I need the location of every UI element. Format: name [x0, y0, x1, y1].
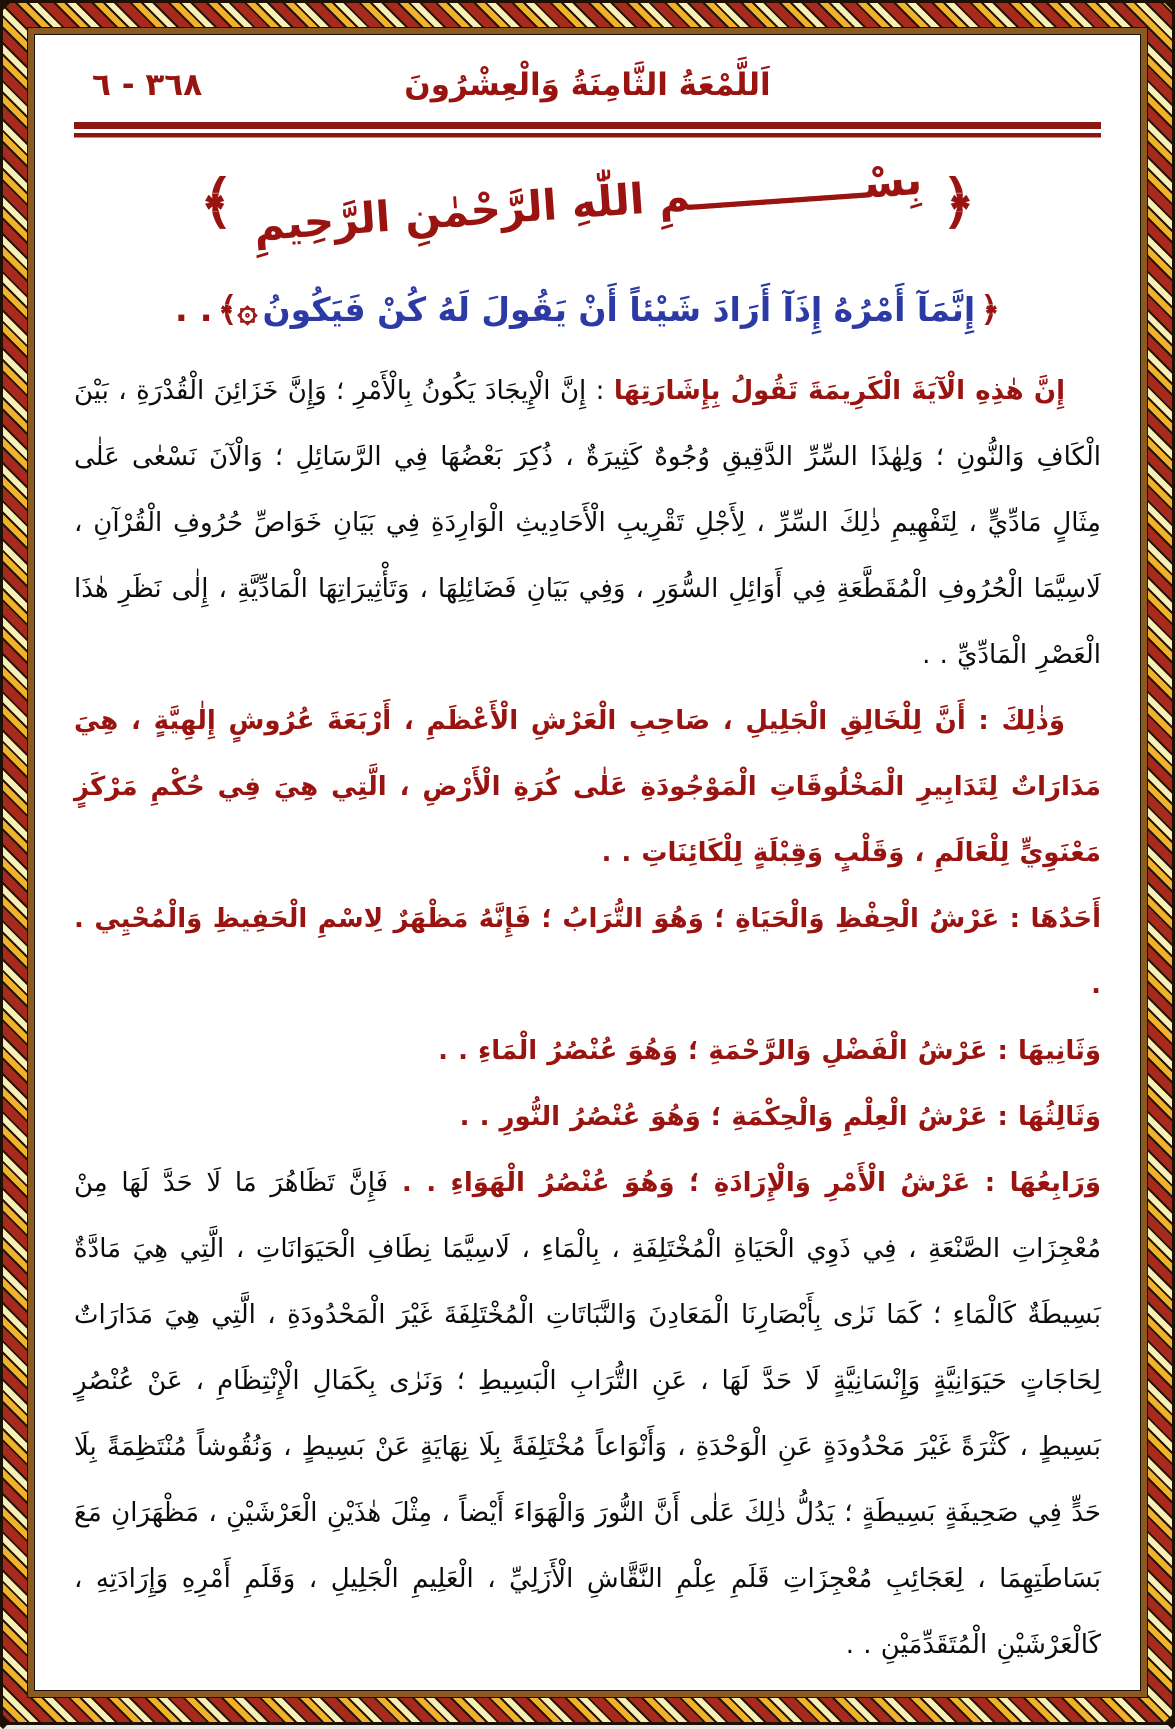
verse-rosette-close-icon: ۞﴾	[217, 290, 258, 330]
paragraph	[74, 358, 1101, 688]
text-segment-black: : إِنَّ الْإِيجَادَ يَكُونُ بِالْأَمْرِ ؛ وَإِنَّ خَزَائِنَ الْقُدْرَةِ ، بَيْنَ الْكَافِ وَالنُّونِ ؛ وَلِهٰذَا السِّرِّ الدَّقِيقِ وُجُوهٌ كَثِيرَةٌ ، ذُكِرَ بَعْضُهَا فِي الرَّسَائِلِ ؛ وَالْآنَ نَسْعٰى عَلٰى مِثَالٍ مَادِّيٍّ ، لِتَفْهِيمِ ذٰلِكَ السِّرِّ ، لِأَجْلِ تَقْرِيبِ الْأَحَادِيثِ الْوَارِدَةِ فِي بَيَانِ خَوَاصِّ حُرُوفِ الْقُرْآنِ ، لَاسِيَّمَا الْحُرُوفِ الْمُقَطَّعَةِ فِي أَوَائِلِ السُّوَرِ ، وَفِي بَيَانِ فَضَائِلِهَا ، وَتَأْثِيرَاتِهَا الْمَادِّيَّةِ ، إِلٰى نَظَرِ هٰذَا الْعَصْرِ الْمَادِّيِّ . .	[74, 376, 1101, 670]
text-segment-red: أَحَدُهَا : عَرْشُ الْحِفْظِ وَالْحَيَاةِ ؛ وَهُوَ التُّرَابُ ؛ فَإِنَّهُ مَظْهَرٌ لِاسْمِ الْحَفِيظِ وَالْمُحْيِي . .	[74, 904, 1101, 1000]
text-segment-red: إِنَّ هٰذِهِ الْآيَةَ الْكَرِيمَةَ تَقُولُ بِإِشَارَتِهَا	[613, 376, 1065, 406]
text-segment-red: وَثَالِثُهَا : عَرْشُ الْعِلْمِ وَالْحِكْمَةِ ؛ وَهُوَ عُنْصُرُ النُّورِ . .	[459, 1102, 1101, 1132]
verse-bracket-open-icon: ﴿	[980, 290, 1001, 330]
paragraph	[74, 1084, 1101, 1150]
page-sheet	[28, 28, 1147, 1697]
quran-verse	[74, 282, 1101, 344]
basmala	[74, 154, 1101, 278]
divider-rule-thick	[74, 122, 1101, 129]
page-title: اَللَّمْعَةُ الثَّامِنَةُ وَالْعِشْرُونَ	[404, 67, 771, 103]
text-segment-red: وَذٰلِكَ : أَنَّ لِلْخَالِقِ الْجَلِيلِ ، صَاحِبِ الْعَرْشِ الْأَعْظَمِ ، أَرْبَعَةَ عُرُوشٍ إِلٰهِيَّةٍ ، هِيَ مَدَارَاتٌ لِتَدَابِيرِ الْمَخْلُوقَاتِ الْمَوْجُودَةِ عَلٰى كُرَةِ الْأَرْضِ ، الَّتِي هِيَ فِي حُكْمِ مَرْكَزٍ مَعْنَوِيٍّ لِلْعَالَمِ ، وَقَلْبٍ وَقِبْلَةٍ لِلْكَائِنَاتِ . .	[74, 706, 1101, 868]
paragraph	[74, 1018, 1101, 1084]
paragraph	[74, 1150, 1101, 1678]
body-text	[74, 358, 1101, 1678]
text-segment-red: وَثَانِيهَا : عَرْشُ الْفَضْلِ وَالرَّحْمَةِ ؛ وَهُوَ عُنْصُرُ الْمَاءِ . .	[438, 1036, 1101, 1066]
verse-trailing-dots: . .	[174, 290, 213, 330]
paragraph	[74, 886, 1101, 1018]
paragraph	[74, 688, 1101, 886]
ornamental-border	[3, 3, 1172, 1722]
divider-rule-thin	[74, 133, 1101, 138]
verse-text: إِنَّمَآ أَمْرُهُ إِذَآ أَرَادَ شَيْئاً أَنْ يَقُولَ لَهُ كُنْ فَيَكُونُ	[262, 290, 976, 329]
page-number: ٣٦٨ - ٦	[92, 67, 203, 103]
header-divider	[74, 122, 1101, 138]
basmala-text: بِسْــــــــــــمِ اللّٰهِ الرَّحْمٰنِ الرَّحِيمِ	[251, 154, 924, 250]
ornate-bracket-open-icon: ﴿	[941, 168, 976, 236]
text-segment-black: فَإِنَّ تَظَاهُرَ مَا لَا حَدَّ لَهَا مِنْ مُعْجِزَاتِ الصَّنْعَةِ ، فِي ذَوِي الْحَيَاةِ الْمُخْتَلِفَةِ ، بِالْمَاءِ ، لَاسِيَّمَا نِطَافِ الْحَيَوَانَاتِ ، الَّتِي هِيَ مَادَّةٌ بَسِيطَةٌ كَالْمَاءِ ؛ كَمَا نَرٰى بِأَبْصَارِنَا الْمَعَادِنَ وَالنَّبَاتَاتِ الْمُخْتَلِفَةَ غَيْرَ الْمَحْدُودَةِ ، الَّتِي هِيَ مَدَارَاتٌ لِحَاجَاتٍ حَيَوَانِيَّةٍ وَإِنْسَانِيَّةٍ لَا حَدَّ لَهَا ، عَنِ التُّرَابِ الْبَسِيطِ ؛ وَنَرٰى بِكَمَالِ الْإِنْتِظَامِ ، عَنْ عُنْصُرٍ بَسِيطٍ ، كَثْرَةً غَيْرَ مَحْدُودَةٍ عَنِ الْوَحْدَةِ ، وَأَنْوَاعاً مُخْتَلِفَةً بِلَا نِهَايَةٍ عَنْ بَسِيطٍ ، وَنُقُوشاً مُنْتَظِمَةً بِلَا حَدٍّ فِي صَحِيفَةٍ بَسِيطَةٍ ؛ يَدُلُّ ذٰلِكَ عَلٰى أَنَّ النُّورَ وَالْهَوَاءَ أَيْضاً ، مِثْلَ هٰذَيْنِ الْعَرْشَيْنِ ، مَظْهَرَانِ مَعَ بَسَاطَتِهِمَا ، لِعَجَائِبِ مُعْجِزَاتِ قَلَمِ عِلْمِ النَّقَّاشِ الْأَزَلِيِّ ، الْعَلِيمِ الْجَلِيلِ ، وَقَلَمِ أَمْرِهِ وَإِرَادَتِهِ ، كَالْعَرْشَيْنِ الْمُتَقَدِّمَيْنِ . .	[74, 1168, 1101, 1660]
ornate-bracket-close-icon: ﴾	[199, 168, 234, 236]
text-segment-red: وَرَابِعُهَا : عَرْشُ الْأَمْرِ وَالْإِرَادَةِ ؛ وَهُوَ عُنْصُرُ الْهَوَاءِ . .	[401, 1168, 1101, 1198]
page-header	[74, 54, 1101, 116]
